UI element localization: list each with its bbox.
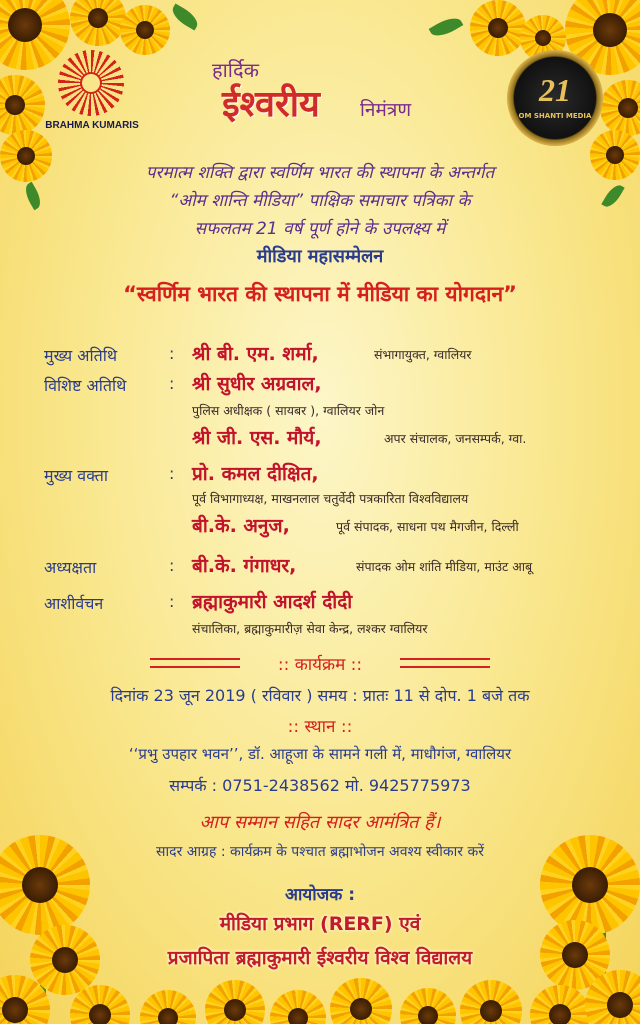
badge-number: 21 bbox=[539, 72, 571, 108]
speaker-1-name: प्रो. कमल दीक्षित, bbox=[192, 463, 319, 485]
organiser-line-2: प्रजापिता ब्रह्माकुमारी ईश्वरीय विश्व विद्यालय bbox=[167, 947, 473, 969]
colon: : bbox=[169, 374, 175, 393]
speaker-label: मुख्य वक्ता bbox=[44, 466, 109, 485]
sunflower-decoration bbox=[70, 985, 130, 1024]
header-nimantran: निमंत्रण bbox=[360, 99, 412, 121]
special-guest-1-desc: पुलिस अधीक्षक ( सायबर ), ग्वालियर जोन bbox=[192, 403, 385, 418]
anniversary-badge bbox=[507, 50, 603, 146]
header-ishwariya: ईश्वरीय bbox=[222, 83, 320, 125]
president-desc: संपादक ओम शांति मीडिया, माउंट आबू bbox=[356, 559, 533, 574]
invite-line: आप सम्मान सहित सादर आमंत्रित हैं। bbox=[199, 812, 441, 833]
sunflower-decoration bbox=[0, 975, 50, 1024]
colon: : bbox=[169, 592, 175, 611]
organiser-line-1: मीडिया प्रभाग (RERF) एवं bbox=[219, 913, 421, 935]
leaf-decoration bbox=[169, 3, 202, 30]
chief-guest-desc: संभागायुक्त, ग्वालियर bbox=[374, 347, 472, 362]
program-heading: :: कार्यक्रम :: bbox=[277, 655, 363, 675]
contact-info: सम्पर्क : 0751-2438562 मो. 9425775973 bbox=[169, 776, 471, 795]
intro-line-1: परमात्म शक्ति द्वारा स्वर्णिम भारत की स्थापना के अन्तर्गत bbox=[145, 163, 495, 183]
sunflower-decoration bbox=[330, 978, 392, 1024]
special-guest-1-name: श्री सुधीर अग्रवाल, bbox=[192, 373, 322, 395]
speaker-2-name: बी.के. अनुज, bbox=[192, 515, 290, 537]
sunflower-decoration bbox=[140, 990, 196, 1024]
sunflower-decoration bbox=[585, 970, 640, 1024]
special-guest-label: विशिष्ट अतिथि bbox=[44, 376, 127, 395]
chief-guest-name: श्री बी. एम. शर्मा, bbox=[192, 343, 319, 365]
program-datetime: दिनांक 23 जून 2019 ( रविवार ) समय : प्रातः 11 से दोप. 1 बजे तक bbox=[110, 686, 530, 705]
chief-guest-label: मुख्य अतिथि bbox=[44, 346, 118, 365]
blessing-label: आशीर्वचन bbox=[44, 594, 104, 613]
dinner-request: सादर आग्रह : कार्यक्रम के पश्चात ब्रह्माभोजन अवश्य स्वीकार करें bbox=[156, 844, 484, 860]
venue-heading: :: स्थान :: bbox=[287, 717, 353, 737]
sunflower-decoration bbox=[205, 980, 265, 1024]
president-label: अध्यक्षता bbox=[44, 558, 97, 577]
colon: : bbox=[169, 344, 175, 363]
sunflower-decoration bbox=[70, 0, 126, 46]
venue-address: ‘‘प्रभु उपहार भवन’’, डॉ. आहूजा के सामने गली में, माधौगंज, ग्वालियर bbox=[128, 745, 512, 763]
sunflower-decoration bbox=[470, 0, 526, 56]
sunflower-decoration bbox=[400, 988, 456, 1024]
sunflower-decoration bbox=[120, 5, 170, 55]
president-name: बी.के. गंगाधर, bbox=[192, 555, 297, 577]
sunflower-decoration bbox=[600, 80, 640, 136]
blessing-name: ब्रह्माकुमारी आदर्श दीदी bbox=[192, 591, 353, 613]
sunflower-decoration bbox=[530, 985, 590, 1024]
header-hardik: हार्दिक bbox=[212, 58, 259, 82]
blessing-desc: संचालिका, ब्रह्माकुमारीज़ सेवा केन्द्र, लश्कर ग्वालियर bbox=[192, 621, 428, 636]
sunflower-decoration bbox=[270, 990, 326, 1024]
conference-title: मीडिया महासम्मेलन bbox=[256, 246, 384, 267]
logo-text: BRAHMA KUMARIS bbox=[45, 120, 139, 131]
organiser-label: आयोजक : bbox=[284, 885, 356, 905]
brahma-kumaris-logo bbox=[45, 50, 139, 134]
badge-text: OM SHANTI MEDIA bbox=[518, 112, 592, 120]
special-guest-2-name: श्री जी. एस. मौर्य, bbox=[192, 427, 322, 449]
leaf-decoration bbox=[429, 13, 464, 41]
colon: : bbox=[169, 556, 175, 575]
sunflower-decoration bbox=[460, 980, 522, 1024]
special-guest-2-desc: अपर संचालक, जनसम्पर्क, ग्वा. bbox=[384, 431, 527, 446]
intro-line-3: सफलतम 21 वर्ष पूर्ण होने के उपलक्ष्य में bbox=[194, 219, 446, 239]
speaker-2-desc: पूर्व संपादक, साधना पथ मैगजीन, दिल्ली bbox=[336, 519, 519, 534]
intro-line-2: “ओम शान्ति मीडिया” पाक्षिक समाचार पत्रिका के bbox=[169, 191, 471, 211]
theme-title: “स्वर्णिम भारत की स्थापना में मीडिया का योगदान” bbox=[123, 282, 517, 306]
colon: : bbox=[169, 464, 175, 483]
speaker-1-desc: पूर्व विभागाध्यक्ष, माखनलाल चतुर्वेदी पत्रकारिता विश्वविद्यालय bbox=[192, 491, 469, 506]
